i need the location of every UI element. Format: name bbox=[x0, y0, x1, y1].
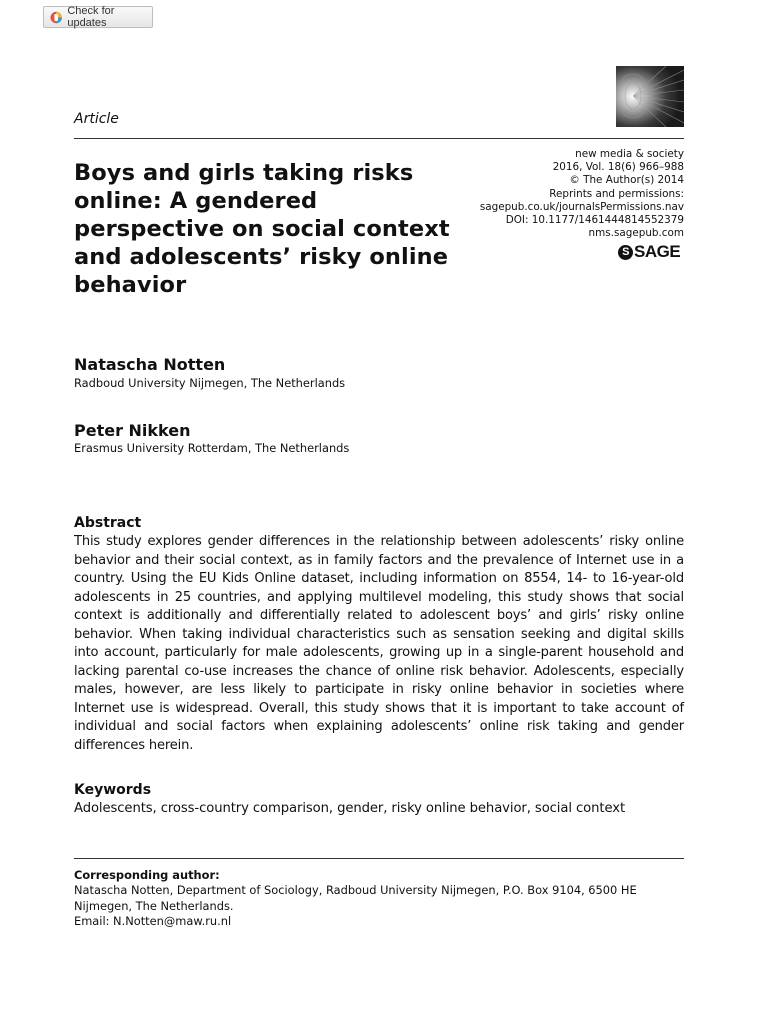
permissions-link[interactable]: sagepub.co.uk/journalsPermissions.nav bbox=[479, 200, 684, 213]
keywords-text: Adolescents, cross-country comparison, gender, risky online behavior, social context bbox=[74, 801, 626, 816]
author-affiliation: Erasmus University Rotterdam, The Netherlands bbox=[74, 441, 350, 455]
journal-info bbox=[480, 148, 684, 240]
check-for-updates-button[interactable] bbox=[43, 6, 153, 28]
corresponding-author-heading: Corresponding author: bbox=[74, 868, 220, 882]
corresponding-author-details bbox=[74, 883, 664, 930]
sage-logo-text: SAGE bbox=[634, 242, 681, 261]
journal-cover-image bbox=[616, 66, 684, 127]
sage-logo-icon: S bbox=[618, 245, 633, 260]
journal-website-link[interactable]: nms.sagepub.com bbox=[588, 227, 684, 240]
copyright-line: © The Author(s) 2014 bbox=[569, 174, 684, 187]
corresponding-author-email[interactable]: Email: N.Notten@maw.ru.nl bbox=[74, 914, 232, 928]
doi-link[interactable]: DOI: 10.1177/1461444814552379 bbox=[505, 214, 684, 227]
journal-volume: 2016, Vol. 18(6) 966–988 bbox=[552, 161, 684, 174]
sage-logo bbox=[618, 242, 680, 262]
article-type-label: Article bbox=[74, 111, 119, 127]
author-name: Peter Nikken bbox=[74, 421, 191, 440]
check-for-updates-label: Check for updates bbox=[67, 5, 115, 29]
author-affiliation: Radboud University Nijmegen, The Netherlands bbox=[74, 376, 346, 390]
corresponding-author-address: Natascha Notten, Department of Sociology, Radboud University Nijmegen, P.O. Box 9104, 6500 HE Nijmegen, The Netherlands. bbox=[74, 883, 637, 913]
keywords-heading: Keywords bbox=[74, 782, 152, 798]
header-divider bbox=[74, 138, 684, 139]
crossmark-icon bbox=[50, 11, 62, 24]
author-name: Natascha Notten bbox=[74, 355, 226, 374]
journal-name: new media & society bbox=[575, 148, 684, 160]
abstract-text: This study explores gender differences in the relationship between adolescents’ risky online behavior and their social context, as in family factors and the prevalence of Internet use in a country. Using the EU Kids Online dataset, including information on 8554, 14- to 16-year-old adolescents in 25 countries, and applying multilevel modeling, this study shows that social context is additionally and differentially related to adolescent boys’ and girls’ risky online behavior. When taking individual characteristics such as sensation seeking and digital skills into account, particularly for male adolescents, growing up in a single-parent household and lacking parental co-use increases the chance of online risk behavior. Adolescents, especially males, however, are less likely to participate in risky online behavior in societies where Internet use is widespread. Overall, this study shows that it is important to take account of individual and social factors when explaining adolescents’ online risk taking and gender differences herein. bbox=[74, 534, 684, 753]
abstract-heading: Abstract bbox=[74, 515, 142, 531]
reprints-label: Reprints and permissions: bbox=[549, 187, 684, 200]
footnote-divider bbox=[74, 858, 684, 859]
article-title: Boys and girls taking risks online: A gendered perspective on social context and adolescents’ risky online behavior bbox=[74, 160, 450, 298]
